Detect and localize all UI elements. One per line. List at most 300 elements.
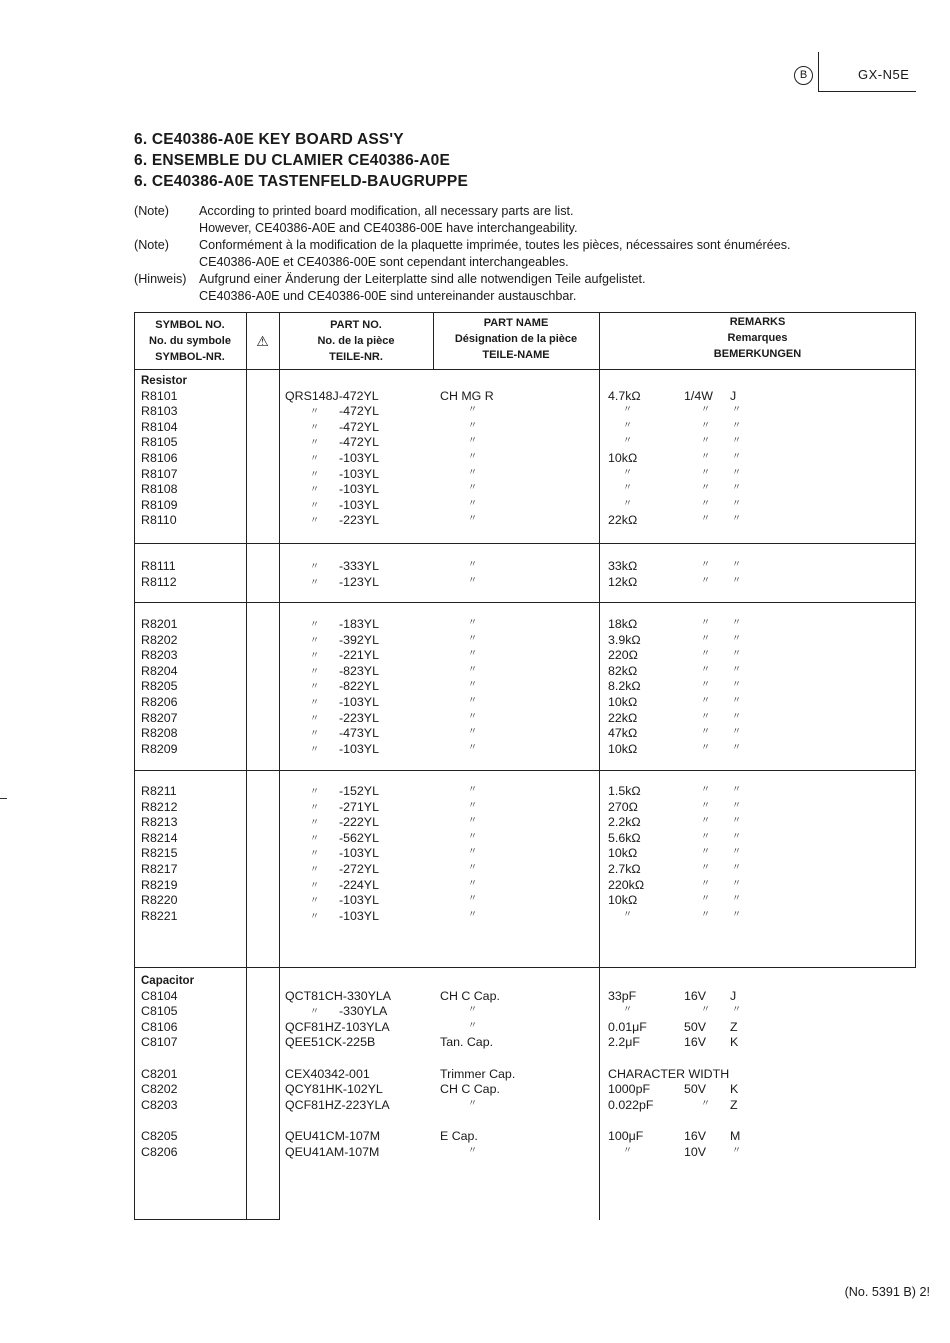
ditto-mark: 〃: [468, 574, 478, 585]
symbol-no: R8206: [141, 695, 178, 709]
part-no: -223YL: [339, 513, 379, 528]
symbol-no: R8107: [141, 466, 178, 481]
part-no: -473YL: [339, 726, 379, 741]
part-no: -330YLA: [339, 1004, 388, 1019]
remark-value: 5.6kΩ: [608, 830, 641, 845]
ditto-mark: 〃: [701, 815, 711, 826]
part-no: -272YL: [339, 862, 379, 876]
category-label: Resistor: [141, 375, 188, 387]
group-rule: [134, 770, 916, 771]
remark-rating: 16V: [684, 1035, 707, 1050]
remark-tolerance: J: [730, 388, 737, 403]
symbol-no: R8101: [141, 388, 178, 403]
remark-value: 270Ω: [608, 799, 638, 814]
header-part-fr: No. de la pièce: [317, 335, 395, 347]
ditto-mark: 〃: [701, 648, 711, 659]
symbol-no: R8219: [141, 877, 178, 892]
symbol-no: C8107: [141, 1035, 178, 1050]
ditto-mark: 〃: [310, 848, 320, 859]
part-no: -472YL: [339, 419, 379, 434]
remark-tolerance: Z: [730, 1097, 738, 1112]
part-no: CEX40342-001: [285, 1066, 370, 1081]
remark-tolerance: J: [730, 988, 737, 1003]
ditto-mark: 〃: [468, 1144, 478, 1155]
ditto-mark: 〃: [732, 419, 742, 430]
ditto-mark: 〃: [468, 497, 478, 508]
symbol-no: C8106: [141, 1019, 178, 1034]
ditto-mark: 〃: [623, 1144, 633, 1155]
symbol-no: R8106: [141, 450, 178, 465]
symbol-no: R8111: [141, 559, 176, 573]
ditto-mark: 〃: [468, 435, 478, 446]
ditto-mark: 〃: [732, 404, 742, 415]
ditto-mark: 〃: [310, 728, 320, 739]
ditto-mark: 〃: [310, 681, 320, 692]
remark-rating: 16V: [684, 1128, 707, 1143]
ditto-mark: 〃: [732, 726, 742, 737]
ditto-mark: 〃: [623, 482, 633, 493]
part-no: -103YL: [339, 695, 379, 709]
remark-value: 2.2kΩ: [608, 815, 641, 830]
part-no: QCF81HZ-103YLA: [285, 1019, 390, 1034]
note-line: According to printed board modification, all necessary parts are list.: [199, 204, 574, 218]
remark-value: 100μF: [608, 1128, 644, 1143]
table-border-left: [134, 312, 135, 1220]
ditto-mark: 〃: [701, 695, 711, 705]
ditto-mark: 〃: [732, 784, 742, 794]
remark-value: 18kΩ: [608, 617, 638, 631]
ditto-mark: 〃: [468, 784, 478, 794]
part-no: -822YL: [339, 679, 379, 694]
ditto-mark: 〃: [623, 497, 633, 508]
part-no: -103YL: [339, 846, 379, 861]
ditto-mark: 〃: [623, 1004, 633, 1015]
ditto-mark: 〃: [701, 893, 711, 904]
remark-value: 2.2μF: [608, 1035, 640, 1050]
symbol-no: C8104: [141, 988, 178, 1003]
table-border-right: [915, 312, 916, 967]
note-line: CE40386-A0E und CE40386-00E sind untereinander austauschbar.: [199, 289, 577, 303]
symbol-no: R8203: [141, 648, 178, 663]
part-no: -472YL: [339, 435, 379, 450]
ditto-mark: 〃: [310, 910, 320, 921]
ditto-mark: 〃: [732, 435, 742, 446]
ditto-mark: 〃: [701, 419, 711, 430]
ditto-mark: 〃: [732, 617, 742, 627]
remark-value: 1.5kΩ: [608, 784, 641, 798]
symbol-no: R8201: [141, 617, 178, 631]
part-no: -103YL: [339, 466, 379, 481]
group-rule: [134, 602, 916, 603]
remark-value: 0.01μF: [608, 1019, 647, 1034]
symbol-no: R8112: [141, 574, 177, 589]
col-divider: [599, 312, 600, 1220]
symbol-no: C8202: [141, 1082, 178, 1097]
header-name-en: PART NAME: [483, 317, 549, 329]
ditto-mark: 〃: [310, 817, 320, 828]
part-no: -224YL: [339, 877, 379, 892]
ditto-mark: 〃: [701, 710, 711, 721]
ditto-mark: 〃: [701, 513, 711, 524]
ditto-mark: 〃: [732, 482, 742, 493]
header-divider: [818, 52, 819, 92]
part-no: -103YL: [339, 893, 379, 908]
ditto-mark: 〃: [732, 679, 742, 690]
header-symbol-en: SYMBOL NO.: [155, 319, 225, 331]
symbol-no: C8203: [141, 1097, 178, 1112]
symbol-no: R8104: [141, 419, 178, 434]
ditto-mark: 〃: [310, 665, 320, 676]
ditto-mark: 〃: [310, 437, 320, 448]
ditto-mark: 〃: [310, 864, 320, 874]
ditto-mark: 〃: [732, 513, 742, 524]
header-rule: [134, 369, 916, 370]
remark-tolerance: M: [730, 1128, 741, 1143]
ditto-mark: 〃: [468, 617, 478, 627]
symbol-no: C8201: [141, 1066, 178, 1081]
ditto-mark: 〃: [732, 1144, 742, 1155]
ditto-mark: 〃: [701, 726, 711, 737]
part-no: QCF81HZ-223YLA: [285, 1097, 390, 1112]
margin-mark: [0, 798, 7, 799]
part-no: -221YL: [339, 648, 379, 663]
symbol-no: R8209: [141, 741, 178, 756]
remark-value: 12kΩ: [608, 574, 638, 589]
ditto-mark: 〃: [701, 435, 711, 446]
page-footer: (No. 5391 B) 2!: [844, 1285, 930, 1299]
remark-tolerance: Z: [730, 1019, 738, 1034]
part-no: -103YL: [339, 741, 379, 756]
remark-value: 3.9kΩ: [608, 632, 641, 647]
ditto-mark: 〃: [701, 497, 711, 508]
symbol-no: R8207: [141, 710, 178, 725]
remark-value: 10kΩ: [608, 450, 638, 465]
ditto-mark: 〃: [310, 452, 320, 463]
ditto-mark: 〃: [310, 484, 320, 495]
ditto-mark: 〃: [701, 862, 711, 872]
ditto-mark: 〃: [468, 741, 478, 752]
ditto-mark: 〃: [310, 743, 320, 754]
part-no: QRS148J-472YL: [285, 388, 379, 403]
header-name: [433, 315, 599, 363]
symbol-no: R8202: [141, 632, 178, 647]
note-line: Aufgrund einer Änderung der Leiterplatte sind alle notwendigen Teile aufgelistet.: [199, 272, 646, 286]
remark-value: CHARACTER WIDTH: [608, 1066, 730, 1081]
ditto-mark: 〃: [468, 908, 478, 919]
ditto-mark: 〃: [468, 559, 478, 569]
symbol-no: R8103: [141, 404, 178, 419]
symbol-no: R8204: [141, 663, 178, 678]
ditto-mark: 〃: [732, 846, 742, 857]
remark-value: 33pF: [608, 988, 637, 1003]
symbol-no: C8206: [141, 1144, 178, 1159]
ditto-mark: 〃: [732, 574, 742, 585]
ditto-mark: 〃: [732, 559, 742, 569]
symbol-no: R8110: [141, 513, 177, 528]
parts-table: [134, 312, 916, 1220]
table-border-bottom: [134, 1219, 280, 1220]
part-no: -103YL: [339, 450, 379, 465]
ditto-mark: 〃: [310, 515, 320, 526]
remark-rating: 1/4W: [684, 388, 713, 403]
ditto-mark: 〃: [468, 419, 478, 430]
ditto-mark: 〃: [701, 663, 711, 674]
ditto-mark: 〃: [701, 574, 711, 585]
remark-value: 2.7kΩ: [608, 862, 641, 876]
remark-value: 4.7kΩ: [608, 388, 641, 403]
remark-rating: 50V: [684, 1082, 707, 1097]
ditto-mark: 〃: [468, 877, 478, 888]
ditto-mark: 〃: [701, 679, 711, 690]
ditto-mark: 〃: [310, 650, 320, 661]
ditto-mark: 〃: [310, 561, 320, 571]
ditto-mark: 〃: [701, 482, 711, 493]
symbol-no: R8211: [141, 784, 177, 798]
part-no: -222YL: [339, 815, 379, 830]
section-title-fr: 6. ENSEMBLE DU CLAMIER CE40386-A0E: [134, 152, 451, 169]
part-no: -123YL: [339, 574, 379, 589]
ditto-mark: 〃: [468, 846, 478, 857]
remark-value: 1000pF: [608, 1082, 651, 1097]
header-part: [279, 317, 433, 365]
remark-value: 220kΩ: [608, 877, 645, 892]
header-name-de: TEILE-NAME: [482, 349, 550, 361]
ditto-mark: 〃: [468, 466, 478, 477]
part-no: -562YL: [339, 830, 379, 845]
ditto-mark: 〃: [468, 1097, 478, 1108]
remark-value: 10kΩ: [608, 893, 638, 908]
ditto-mark: 〃: [732, 648, 742, 659]
section-title-de: 6. CE40386-A0E TASTENFELD-BAUGRUPPE: [134, 173, 469, 190]
ditto-mark: 〃: [468, 815, 478, 826]
symbol-no: C8105: [141, 1004, 178, 1019]
symbol-no: R8221: [141, 908, 178, 923]
part-no: QEU41CM-107M: [285, 1128, 381, 1143]
part-name: Trimmer Cap.: [440, 1066, 516, 1081]
ditto-mark: 〃: [701, 1004, 711, 1015]
ditto-mark: 〃: [701, 799, 711, 810]
ditto-mark: 〃: [701, 784, 711, 794]
part-name: E Cap.: [440, 1128, 478, 1143]
ditto-mark: 〃: [701, 908, 711, 919]
ditto-mark: 〃: [468, 799, 478, 810]
ditto-mark: 〃: [468, 663, 478, 674]
remark-value: 0.022pF: [608, 1097, 654, 1112]
symbol-no: R8220: [141, 893, 178, 908]
ditto-mark: 〃: [732, 893, 742, 904]
symbol-no: R8217: [141, 862, 178, 876]
header-remarks-en: REMARKS: [729, 316, 786, 328]
symbol-no: R8205: [141, 679, 178, 694]
model-number: GX-N5E: [858, 67, 910, 82]
part-no: QCT81CH-330YLA: [285, 988, 392, 1003]
ditto-mark: 〃: [701, 617, 711, 627]
ditto-mark: 〃: [468, 404, 478, 415]
ditto-mark: 〃: [732, 908, 742, 919]
ditto-mark: 〃: [468, 482, 478, 493]
ditto-mark: 〃: [468, 679, 478, 690]
header-remarks-de: BEMERKUNGEN: [713, 348, 802, 360]
header-symbol: [134, 317, 246, 365]
ditto-mark: 〃: [701, 830, 711, 841]
note-label-de: (Hinweis): [134, 272, 187, 286]
ditto-mark: 〃: [701, 466, 711, 477]
part-name: CH C Cap.: [440, 988, 500, 1003]
part-no: -223YL: [339, 710, 379, 725]
symbol-no: R8213: [141, 815, 178, 830]
ditto-mark: 〃: [468, 893, 478, 904]
ditto-mark: 〃: [468, 726, 478, 737]
ditto-mark: 〃: [623, 908, 633, 919]
ditto-mark: 〃: [468, 1019, 478, 1030]
part-no: -103YL: [339, 497, 379, 512]
part-no: -271YL: [339, 799, 379, 814]
ditto-mark: 〃: [310, 468, 320, 479]
ditto-mark: 〃: [468, 450, 478, 461]
ditto-mark: 〃: [701, 450, 711, 461]
remark-value: 82kΩ: [608, 663, 638, 678]
note-line: Conformément à la modification de la plaquette imprimée, toutes les pièces, nécessaires sont énumérées.: [199, 238, 791, 252]
ditto-mark: 〃: [701, 846, 711, 857]
ditto-mark: 〃: [623, 435, 633, 446]
group-rule: [134, 967, 916, 968]
remark-rating: 10V: [684, 1144, 707, 1159]
note-line: CE40386-A0E et CE40386-00E sont cependant interchangeables.: [199, 255, 569, 269]
ditto-mark: 〃: [468, 695, 478, 705]
remark-value: 22kΩ: [608, 710, 638, 725]
ditto-mark: 〃: [701, 1097, 711, 1108]
part-no: -103YL: [339, 482, 379, 497]
ditto-mark: 〃: [468, 1004, 478, 1015]
remark-tolerance: K: [730, 1082, 739, 1097]
part-no: -152YL: [339, 784, 379, 798]
remark-value: 33kΩ: [608, 559, 638, 573]
section-title-en: 6. CE40386-A0E KEY BOARD ASS'Y: [134, 131, 404, 148]
symbol-no: R8109: [141, 497, 178, 512]
ditto-mark: 〃: [701, 404, 711, 415]
part-no: -823YL: [339, 663, 379, 678]
symbol-no: R8108: [141, 482, 178, 497]
ditto-mark: 〃: [310, 1006, 320, 1017]
table-border-top: [134, 312, 916, 313]
ditto-mark: 〃: [310, 697, 320, 707]
header-underline: [818, 91, 916, 92]
ditto-mark: 〃: [701, 877, 711, 888]
ditto-mark: 〃: [732, 466, 742, 477]
note-label-en: (Note): [134, 204, 169, 218]
ditto-mark: 〃: [701, 632, 711, 643]
ditto-mark: 〃: [732, 830, 742, 841]
region-badge: B: [794, 66, 813, 85]
header-part-de: TEILE-NR.: [329, 351, 383, 363]
remark-value: 10kΩ: [608, 846, 638, 861]
remark-value: 22kΩ: [608, 513, 638, 528]
ditto-mark: 〃: [732, 741, 742, 752]
ditto-mark: 〃: [468, 513, 478, 524]
caution-icon: ⚠: [256, 333, 269, 349]
header-symbol-fr: No. du symbole: [149, 335, 231, 347]
category-label: Capacitor: [141, 975, 195, 987]
remark-value: 8.2kΩ: [608, 679, 641, 694]
header-symbol-de: SYMBOL-NR.: [155, 351, 225, 363]
ditto-mark: 〃: [732, 1004, 742, 1015]
ditto-mark: 〃: [732, 632, 742, 643]
ditto-mark: 〃: [468, 862, 478, 872]
ditto-mark: 〃: [310, 406, 320, 417]
ditto-mark: 〃: [732, 450, 742, 461]
ditto-mark: 〃: [310, 499, 320, 510]
ditto-mark: 〃: [623, 404, 633, 415]
ditto-mark: 〃: [310, 832, 320, 843]
ditto-mark: 〃: [732, 710, 742, 721]
part-name: CH C Cap.: [440, 1082, 500, 1097]
ditto-mark: 〃: [468, 710, 478, 721]
ditto-mark: 〃: [310, 712, 320, 723]
ditto-mark: 〃: [310, 786, 320, 796]
col-divider: [279, 312, 280, 1220]
symbol-no: R8208: [141, 726, 178, 741]
symbol-no: R8105: [141, 435, 178, 450]
remark-value: 10kΩ: [608, 695, 638, 709]
part-name: Tan. Cap.: [440, 1035, 494, 1050]
ditto-mark: 〃: [732, 799, 742, 810]
ditto-mark: 〃: [732, 497, 742, 508]
part-no: -333YL: [339, 559, 379, 573]
symbol-no: R8214: [141, 830, 178, 845]
part-no: -392YL: [339, 632, 379, 647]
symbol-no: R8212: [141, 799, 178, 814]
part-no: -183YL: [339, 617, 379, 631]
part-name: CH MG R: [440, 388, 494, 403]
header-remarks-fr: Remarques: [727, 332, 788, 344]
part-no: QCY81HK-102YL: [285, 1082, 383, 1097]
ditto-mark: 〃: [623, 419, 633, 430]
ditto-mark: 〃: [310, 421, 320, 432]
symbol-no: C8205: [141, 1128, 178, 1143]
remark-rating: 16V: [684, 988, 707, 1003]
group-rule: [134, 543, 916, 544]
ditto-mark: 〃: [732, 695, 742, 705]
ditto-mark: 〃: [468, 648, 478, 659]
header-part-en: PART NO.: [330, 319, 382, 331]
header-remarks: [599, 314, 916, 362]
ditto-mark: 〃: [732, 663, 742, 674]
remark-rating: 50V: [684, 1019, 707, 1034]
part-no: QEE51CK-225B: [285, 1035, 376, 1050]
col-divider: [246, 312, 247, 1220]
ditto-mark: 〃: [623, 466, 633, 477]
remark-value: 220Ω: [608, 648, 638, 663]
symbol-no: R8215: [141, 846, 178, 861]
ditto-mark: 〃: [701, 559, 711, 569]
ditto-mark: 〃: [310, 879, 320, 890]
ditto-mark: 〃: [310, 634, 320, 645]
remark-tolerance: K: [730, 1035, 739, 1050]
ditto-mark: 〃: [310, 576, 320, 587]
part-no: -472YL: [339, 404, 379, 419]
ditto-mark: 〃: [310, 619, 320, 629]
remark-value: 47kΩ: [608, 726, 638, 741]
part-no: -103YL: [339, 908, 379, 923]
ditto-mark: 〃: [732, 862, 742, 872]
ditto-mark: 〃: [468, 632, 478, 643]
remark-value: 10kΩ: [608, 741, 638, 756]
part-no: QEU41AM-107M: [285, 1144, 380, 1159]
ditto-mark: 〃: [732, 877, 742, 888]
ditto-mark: 〃: [310, 801, 320, 812]
ditto-mark: 〃: [732, 815, 742, 826]
ditto-mark: 〃: [468, 830, 478, 841]
